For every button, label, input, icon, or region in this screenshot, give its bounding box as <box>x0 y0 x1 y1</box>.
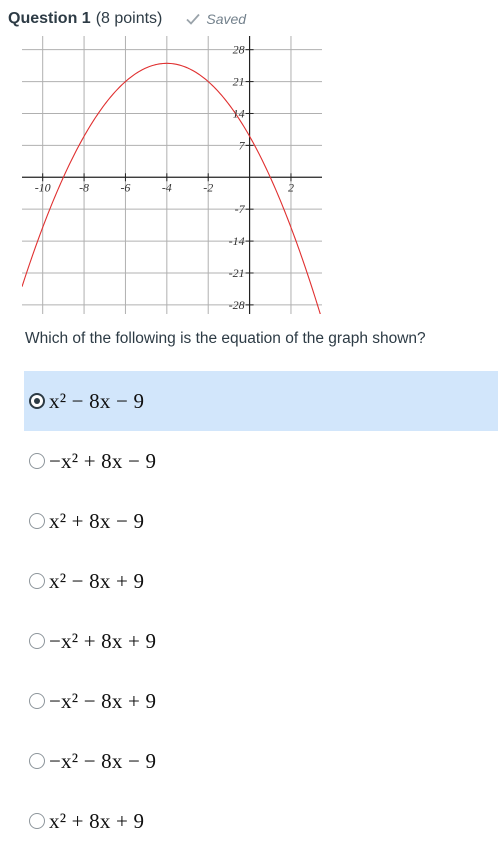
radio-button[interactable] <box>29 453 45 469</box>
answer-choice[interactable] <box>24 731 498 791</box>
y-tick-label: -7 <box>234 202 245 217</box>
saved-status <box>186 11 246 27</box>
radio-button[interactable] <box>29 573 45 589</box>
choice-label: x² + 8x − 9 <box>49 508 145 533</box>
question-header <box>8 8 246 30</box>
radio-button[interactable] <box>29 753 45 769</box>
answer-choice[interactable] <box>24 491 498 551</box>
question-title: Question 1 <box>8 10 91 27</box>
radio-button[interactable] <box>29 393 45 409</box>
x-tick-label: -2 <box>203 180 214 195</box>
y-tick-label: -14 <box>228 234 245 249</box>
choice-label: x² − 8x − 9 <box>49 388 145 413</box>
y-tick-label: 7 <box>238 138 245 153</box>
y-tick-label: -21 <box>228 265 245 280</box>
x-tick-label: -6 <box>120 180 131 195</box>
x-tick-label: 2 <box>287 180 294 195</box>
y-tick-label: 21 <box>232 74 245 89</box>
answer-choice[interactable] <box>24 791 498 851</box>
y-tick-label: -28 <box>228 297 245 312</box>
radio-button[interactable] <box>29 633 45 649</box>
answer-choice[interactable] <box>24 371 498 431</box>
choice-label: x² − 8x + 9 <box>49 568 145 593</box>
saved-label: Saved <box>206 11 247 27</box>
question-text: Which of the following is the equation of the graph shown? <box>25 330 426 347</box>
parabola-curve <box>22 63 322 314</box>
choice-label: x² + 8x + 9 <box>49 808 145 833</box>
y-tick-label: 14 <box>232 106 245 121</box>
answer-choices <box>24 371 498 851</box>
x-tick-label: -10 <box>34 180 51 195</box>
choice-label: −x² + 8x + 9 <box>49 628 157 653</box>
radio-button[interactable] <box>29 813 45 829</box>
answer-choice[interactable] <box>24 611 498 671</box>
y-tick-label: 28 <box>232 42 245 57</box>
radio-button[interactable] <box>29 693 45 709</box>
checkmark-icon <box>186 13 200 25</box>
question-points: (8 points) <box>95 10 163 27</box>
parabola-graph <box>22 36 322 314</box>
radio-button[interactable] <box>29 513 45 529</box>
answer-choice[interactable] <box>24 671 498 731</box>
choice-label: −x² + 8x − 9 <box>49 448 157 473</box>
x-tick-label: -8 <box>79 180 90 195</box>
answer-choice[interactable] <box>24 431 498 491</box>
answer-choice[interactable] <box>24 551 498 611</box>
x-tick-label: -4 <box>161 180 172 195</box>
choice-label: −x² − 8x − 9 <box>49 748 157 773</box>
choice-label: −x² − 8x + 9 <box>49 688 157 713</box>
